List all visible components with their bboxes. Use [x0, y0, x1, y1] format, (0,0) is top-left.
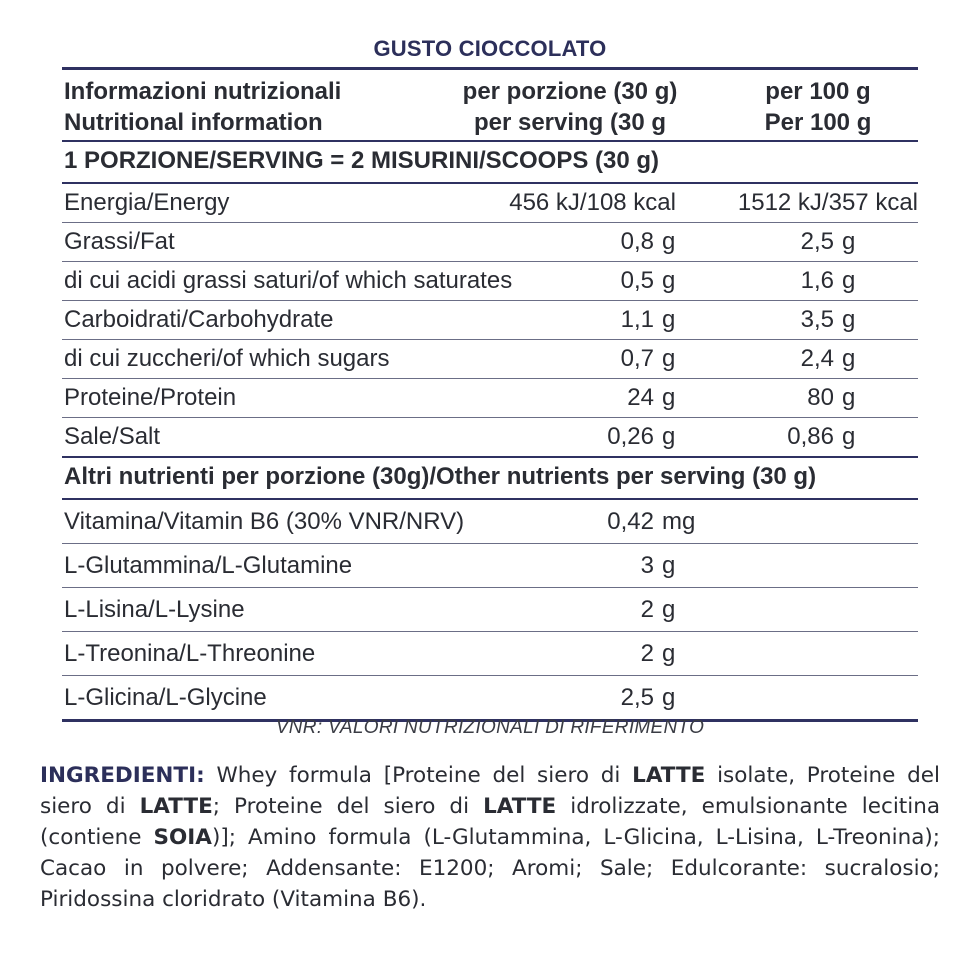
per-100g-unit: g: [842, 384, 856, 411]
nutrient-name: Grassi/Fat: [64, 228, 175, 255]
per-100g-value: 80: [807, 384, 834, 411]
table-row: [62, 500, 918, 544]
allergen-soia: SOIA: [153, 825, 212, 850]
per-serving-value: 456 kJ/108 kcal: [509, 189, 676, 216]
per-serving-value: 0,5: [620, 267, 654, 294]
table-row: [62, 379, 918, 418]
nutrient-name: Carboidrati/Carbohydrate: [64, 306, 334, 333]
per-100g-value: 2,4: [800, 345, 834, 372]
table-header-row: [62, 70, 918, 142]
per-serving-value: 0,26: [607, 423, 654, 450]
ingredients-segment: )]; Amino formula (L-Glutammina, L-Glicina, L-Lisina, L-Treonina); Cacao in polvere; Addensante: E1200; Aromi; Sale; Edulcorante: sucralosio; Piridossina cloridrato (Vitamina B6).: [40, 825, 941, 912]
table-row: [62, 544, 918, 588]
per-serving-value: 2: [640, 640, 654, 667]
per-serving-unit: g: [662, 423, 676, 450]
table-row: [62, 418, 918, 458]
per-serving-unit: g: [662, 267, 676, 294]
per-serving-unit: g: [662, 306, 676, 333]
table-row: [62, 223, 918, 262]
per-serving-value: 24: [627, 384, 654, 411]
per-serving-value: 0,42: [607, 508, 654, 535]
per-serving-unit: g: [662, 596, 676, 623]
per-serving-value: 2: [640, 596, 654, 623]
ingredients-label: INGREDIENTI:: [40, 763, 205, 788]
per-serving-unit: g: [662, 384, 676, 411]
nutrient-name: L-Lisina/L-Lysine: [64, 596, 245, 623]
nutrient-name: Energia/Energy: [64, 189, 230, 216]
per-serving-value: 0,8: [620, 228, 654, 255]
other-nutrients-header-row: [62, 458, 918, 500]
allergen-latte: LATTE: [632, 763, 706, 788]
ingredients-segment: Whey formula [Proteine del siero di: [204, 763, 633, 788]
nutrient-name: L-Treonina/L-Threonine: [64, 640, 316, 667]
per-serving-unit: g: [662, 345, 676, 372]
header-col2-line1: per porzione (30 g): [462, 78, 678, 105]
per-100g-unit: g: [842, 267, 856, 294]
per-serving-unit: g: [662, 640, 676, 667]
table-row: [62, 184, 918, 223]
per-100g-value: 0,86: [787, 423, 834, 450]
per-serving-unit: g: [662, 228, 676, 255]
table-row: [62, 301, 918, 340]
per-100g-value: 1,6: [800, 267, 834, 294]
serving-note: 1 PORZIONE/SERVING = 2 MISURINI/SCOOPS (30 g): [64, 147, 660, 174]
header-col3-line2: Per 100 g: [764, 109, 872, 136]
table-row: [62, 262, 918, 301]
per-serving-unit: g: [662, 684, 676, 711]
nutrient-name: di cui acidi grassi saturi/of which saturates: [64, 267, 513, 294]
per-100g-value: 3,5: [800, 306, 834, 333]
other-nutrients-header: Altri nutrienti per porzione (30g)/Other nutrients per serving (30 g): [64, 463, 817, 490]
per-serving-unit: g: [662, 552, 676, 579]
nutrient-name: di cui zuccheri/of which sugars: [64, 345, 390, 372]
header-col2-line2: per serving (30 g: [473, 109, 667, 136]
table-row: [62, 588, 918, 632]
nutrient-name: L-Glicina/L-Glycine: [64, 684, 267, 711]
table-row: [62, 676, 918, 722]
header-col1-line2: Nutritional information: [64, 109, 323, 136]
nutrition-table: [62, 67, 918, 722]
per-serving-value: 3: [640, 552, 654, 579]
table-title: GUSTO CIOCCOLATO: [373, 36, 607, 61]
table-row: [62, 340, 918, 379]
ingredients-segment: isolate, Proteine del siero di: [40, 763, 941, 819]
footnote: VNR: VALORI NUTRIZIONALI DI RIFERIMENTO: [275, 717, 705, 738]
per-100g-unit: g: [842, 306, 856, 333]
allergen-latte: LATTE: [483, 794, 557, 819]
table-row: [62, 632, 918, 676]
serving-note-row: [62, 142, 918, 184]
per-serving-value: 0,7: [620, 345, 654, 372]
ingredients-segment: ; Proteine del siero di: [212, 794, 484, 819]
header-col1-line1: Informazioni nutrizionali: [64, 78, 342, 105]
header-col3-line1: per 100 g: [765, 78, 871, 105]
per-100g-value: 1512 kJ/357 kcal: [737, 189, 918, 216]
per-100g-unit: g: [842, 228, 856, 255]
per-100g-value: 2,5: [800, 228, 834, 255]
per-100g-unit: g: [842, 423, 856, 450]
nutrient-name: L-Glutammina/L-Glutamine: [64, 552, 353, 579]
per-serving-value: 2,5: [620, 684, 654, 711]
allergen-latte: LATTE: [139, 794, 213, 819]
per-serving-unit: mg: [662, 508, 696, 535]
nutrient-name: Proteine/Protein: [64, 384, 237, 411]
nutrient-name: Vitamina/Vitamin B6 (30% VNR/NRV): [64, 508, 465, 535]
per-100g-unit: g: [842, 345, 856, 372]
ingredients-text: [40, 760, 940, 915]
per-serving-value: 1,1: [620, 306, 654, 333]
nutrient-name: Sale/Salt: [64, 423, 161, 450]
ingredients-segment: idrolizzate, emulsionante lecitina (contiene: [40, 794, 940, 850]
